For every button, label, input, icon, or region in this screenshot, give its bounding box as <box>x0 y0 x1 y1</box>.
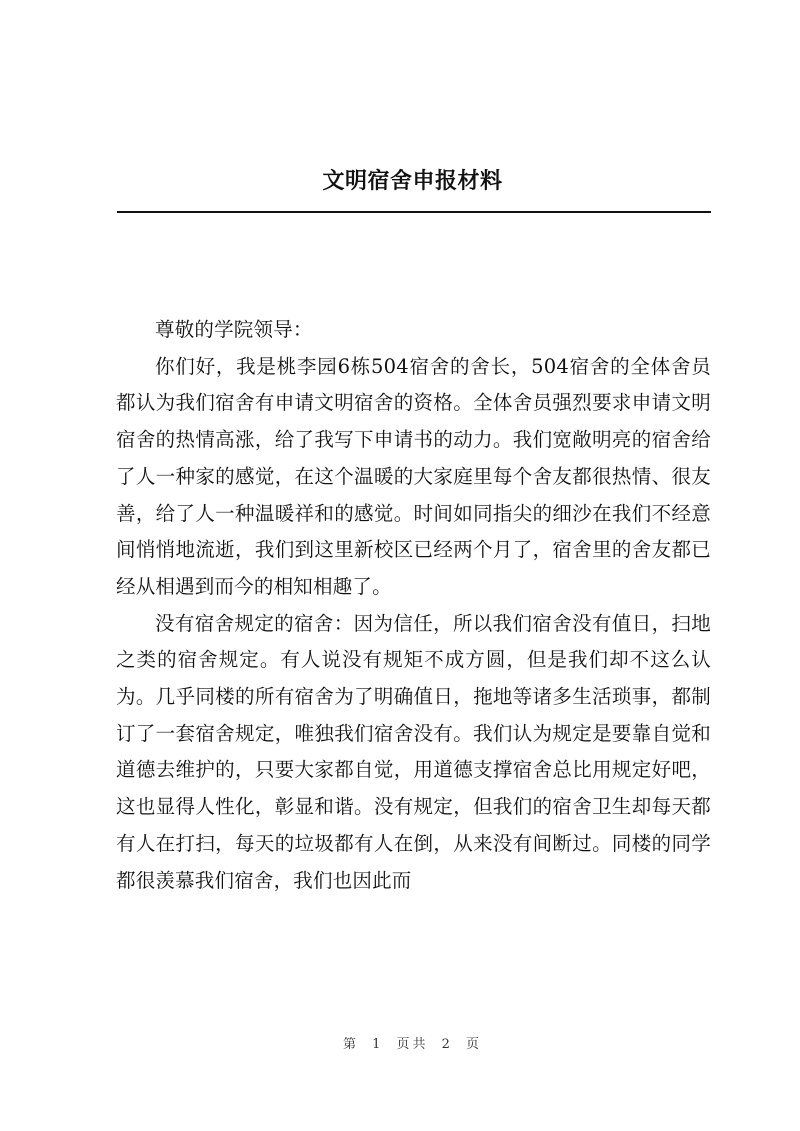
page-footer: 第 1 页共 2 页 <box>342 1037 483 1052</box>
salutation: 尊敬的学院领导： <box>155 318 313 341</box>
body-paragraph: 你们好，我是桃李园6栋504宿舍的舍长，504宿舍的全体舍员都认为我们宿舍有申请文明宿舍的资格。全体舍员强烈要求申请文明宿舍的热情高涨，给了我写下申请书的动力。我们宽敞明亮的宿舍给了人一种家的感觉，在这个温暖的大家庭里每个舍友都很热情、很友善，给了人一种温暖祥和的感觉。时间如同指尖的细沙在我们不经意间悄悄地流逝，我们到这里新校区已经两个月了，宿舍里的舍友都已经从相遇到而今的相知相趣了。 <box>116 354 711 598</box>
document-body <box>116 312 711 899</box>
document-title: 文明宿舍申报材料 <box>322 168 503 194</box>
title-divider <box>117 211 711 213</box>
body-paragraph: 没有宿舍规定的宿舍：因为信任，所以我们宿舍没有值日，扫地之类的宿舍规定。有人说没有规矩不成方圆，但是我们却不这么认为。几乎同楼的所有宿舍为了明确值日，拖地等诸多生活琐事，都制订了一套宿舍规定，唯独我们宿舍没有。我们认为规定是要靠自觉和道德去维护的，只要大家都自觉，用道德支撑宿舍总比用规定好吧，这也显得人性化，彰显和谐。没有规定，但我们的宿舍卫生却每天都有人在打扫，每天的垃圾都有人在倒，从来没有间断过。同楼的同学都很羡慕我们宿舍，我们也因此而 <box>116 611 711 892</box>
